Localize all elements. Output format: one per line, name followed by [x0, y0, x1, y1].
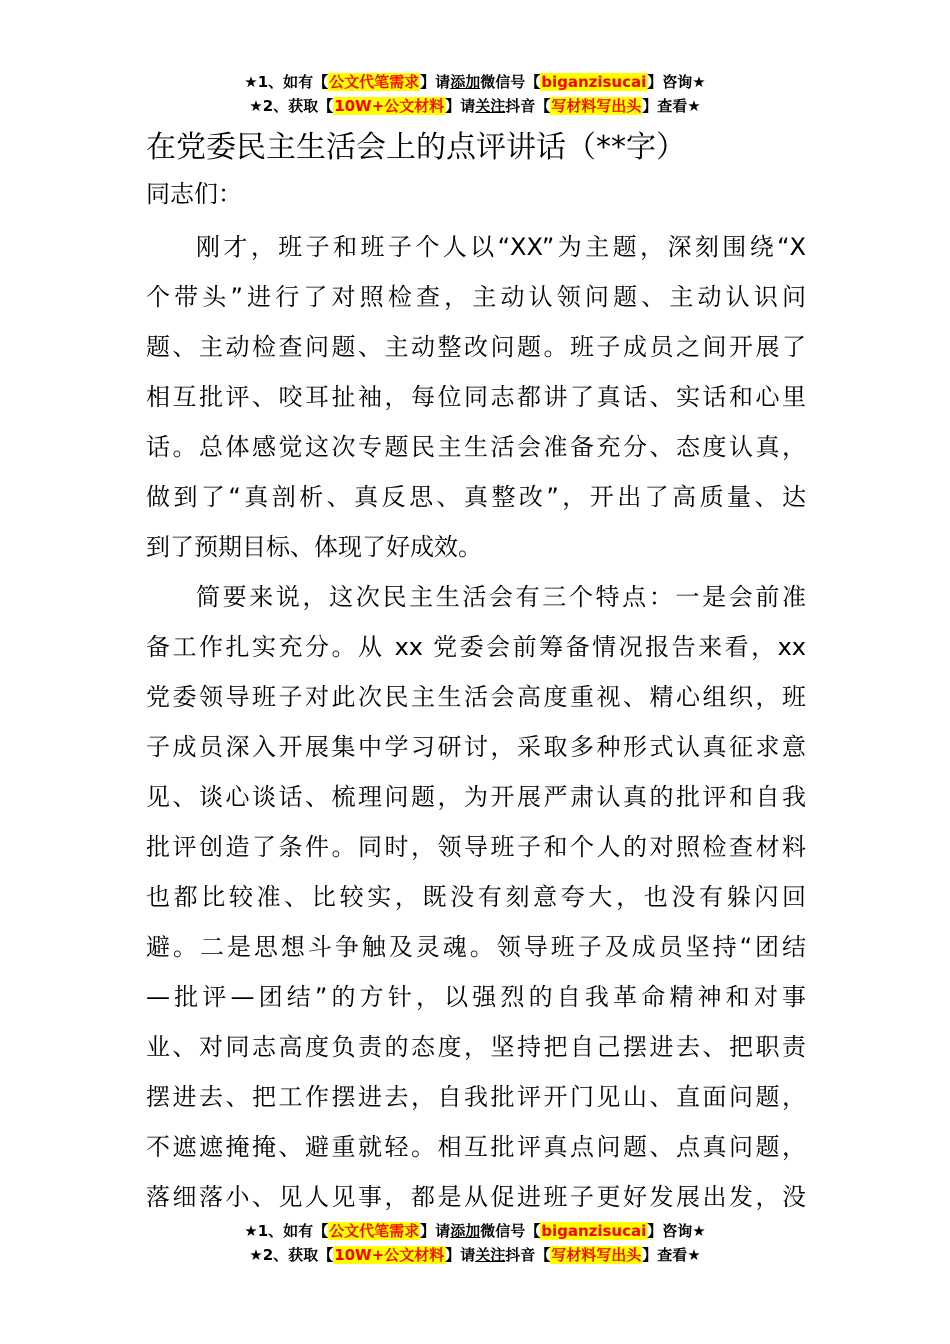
salutation: 同志们： [146, 180, 242, 208]
text-line: 个带头”进行了对照检查，主动认领问题、主动认识问 [146, 283, 806, 311]
promo-line-2: ★2、获取【10W+公文材料】请关注抖音【写材料写出头】查看★ [249, 97, 701, 115]
highlight-text: 公文代笔需求 [329, 73, 420, 91]
text-line: 党委领导班子对此次民主生活会高度重视、精心组织，班 [146, 683, 806, 711]
text-line: 不遮遮掩掩、避重就轻。相互批评真点问题、点真问题， [146, 1133, 806, 1161]
wechat-id-highlight: biganzisucai [541, 73, 647, 91]
text-line: 相互批评、咬耳扯袖，每位同志都讲了真话、实话和心里 [146, 383, 806, 411]
text-line: 批评创造了条件。同时，领导班子和个人的对照检查材料 [146, 833, 806, 861]
document-title: 在党委民主生活会上的点评讲话（**字） [146, 130, 686, 165]
text-line: 也都比较准、比较实，既没有刻意夸大，也没有躲闪回 [146, 883, 806, 911]
text-line: —批评—团结”的方针，以强烈的自我革命精神和对事 [146, 983, 806, 1011]
highlight-text: 10W+公文材料 [334, 1246, 445, 1264]
footer-promo-banner [0, 1219, 950, 1267]
douyin-account-highlight: 写材料写出头 [551, 1246, 642, 1264]
paragraph-2 [146, 572, 806, 1222]
header-promo-banner [0, 70, 950, 118]
text-line: 做到了“真剖析、真反思、真整改”，开出了高质量、达 [146, 483, 806, 511]
text-line: 避。二是思想斗争触及灵魂。领导班子及成员坚持“团结 [146, 933, 806, 961]
text-line: 摆进去、把工作摆进去，自我批评开门见山、直面问题， [146, 1083, 806, 1111]
text-line: 见、谈心谈话、梳理问题，为开展严肃认真的批评和自我 [146, 783, 806, 811]
highlight-text: 10W+公文材料 [334, 97, 445, 115]
text-line: 业、对同志高度负责的态度，坚持把自己摆进去、把职责 [146, 1033, 806, 1061]
paragraph-1 [146, 222, 806, 572]
text-line: 刚才，班子和班子个人以“XX”为主题，深刻围绕“X [196, 233, 806, 261]
promo-line-1: ★1、如有【公文代笔需求】请添加微信号【biganzisucai】咨询★ [244, 1222, 706, 1240]
document-body [146, 222, 806, 1222]
wechat-id-highlight: biganzisucai [541, 1222, 647, 1240]
promo-line-1: ★1、如有【公文代笔需求】请添加微信号【biganzisucai】咨询★ [244, 73, 706, 91]
text-line: 备工作扎实充分。从 xx 党委会前筹备情况报告来看，xx [146, 633, 806, 661]
text-line: 到了预期目标、体现了好成效。 [146, 533, 482, 561]
promo-line-2: ★2、获取【10W+公文材料】请关注抖音【写材料写出头】查看★ [249, 1246, 701, 1264]
text-line: 话。总体感觉这次专题民主生活会准备充分、态度认真， [146, 433, 806, 461]
text-line: 题、主动检查问题、主动整改问题。班子成员之间开展了 [146, 333, 806, 361]
text-line: 落细落小、见人见事，都是从促进班子更好发展出发，没 [146, 1183, 806, 1211]
highlight-text: 公文代笔需求 [329, 1222, 420, 1240]
text-line: 简要来说，这次民主生活会有三个特点：一是会前准 [196, 583, 806, 611]
text-line: 子成员深入开展集中学习研讨，采取多种形式认真征求意 [146, 733, 806, 761]
douyin-account-highlight: 写材料写出头 [551, 97, 642, 115]
